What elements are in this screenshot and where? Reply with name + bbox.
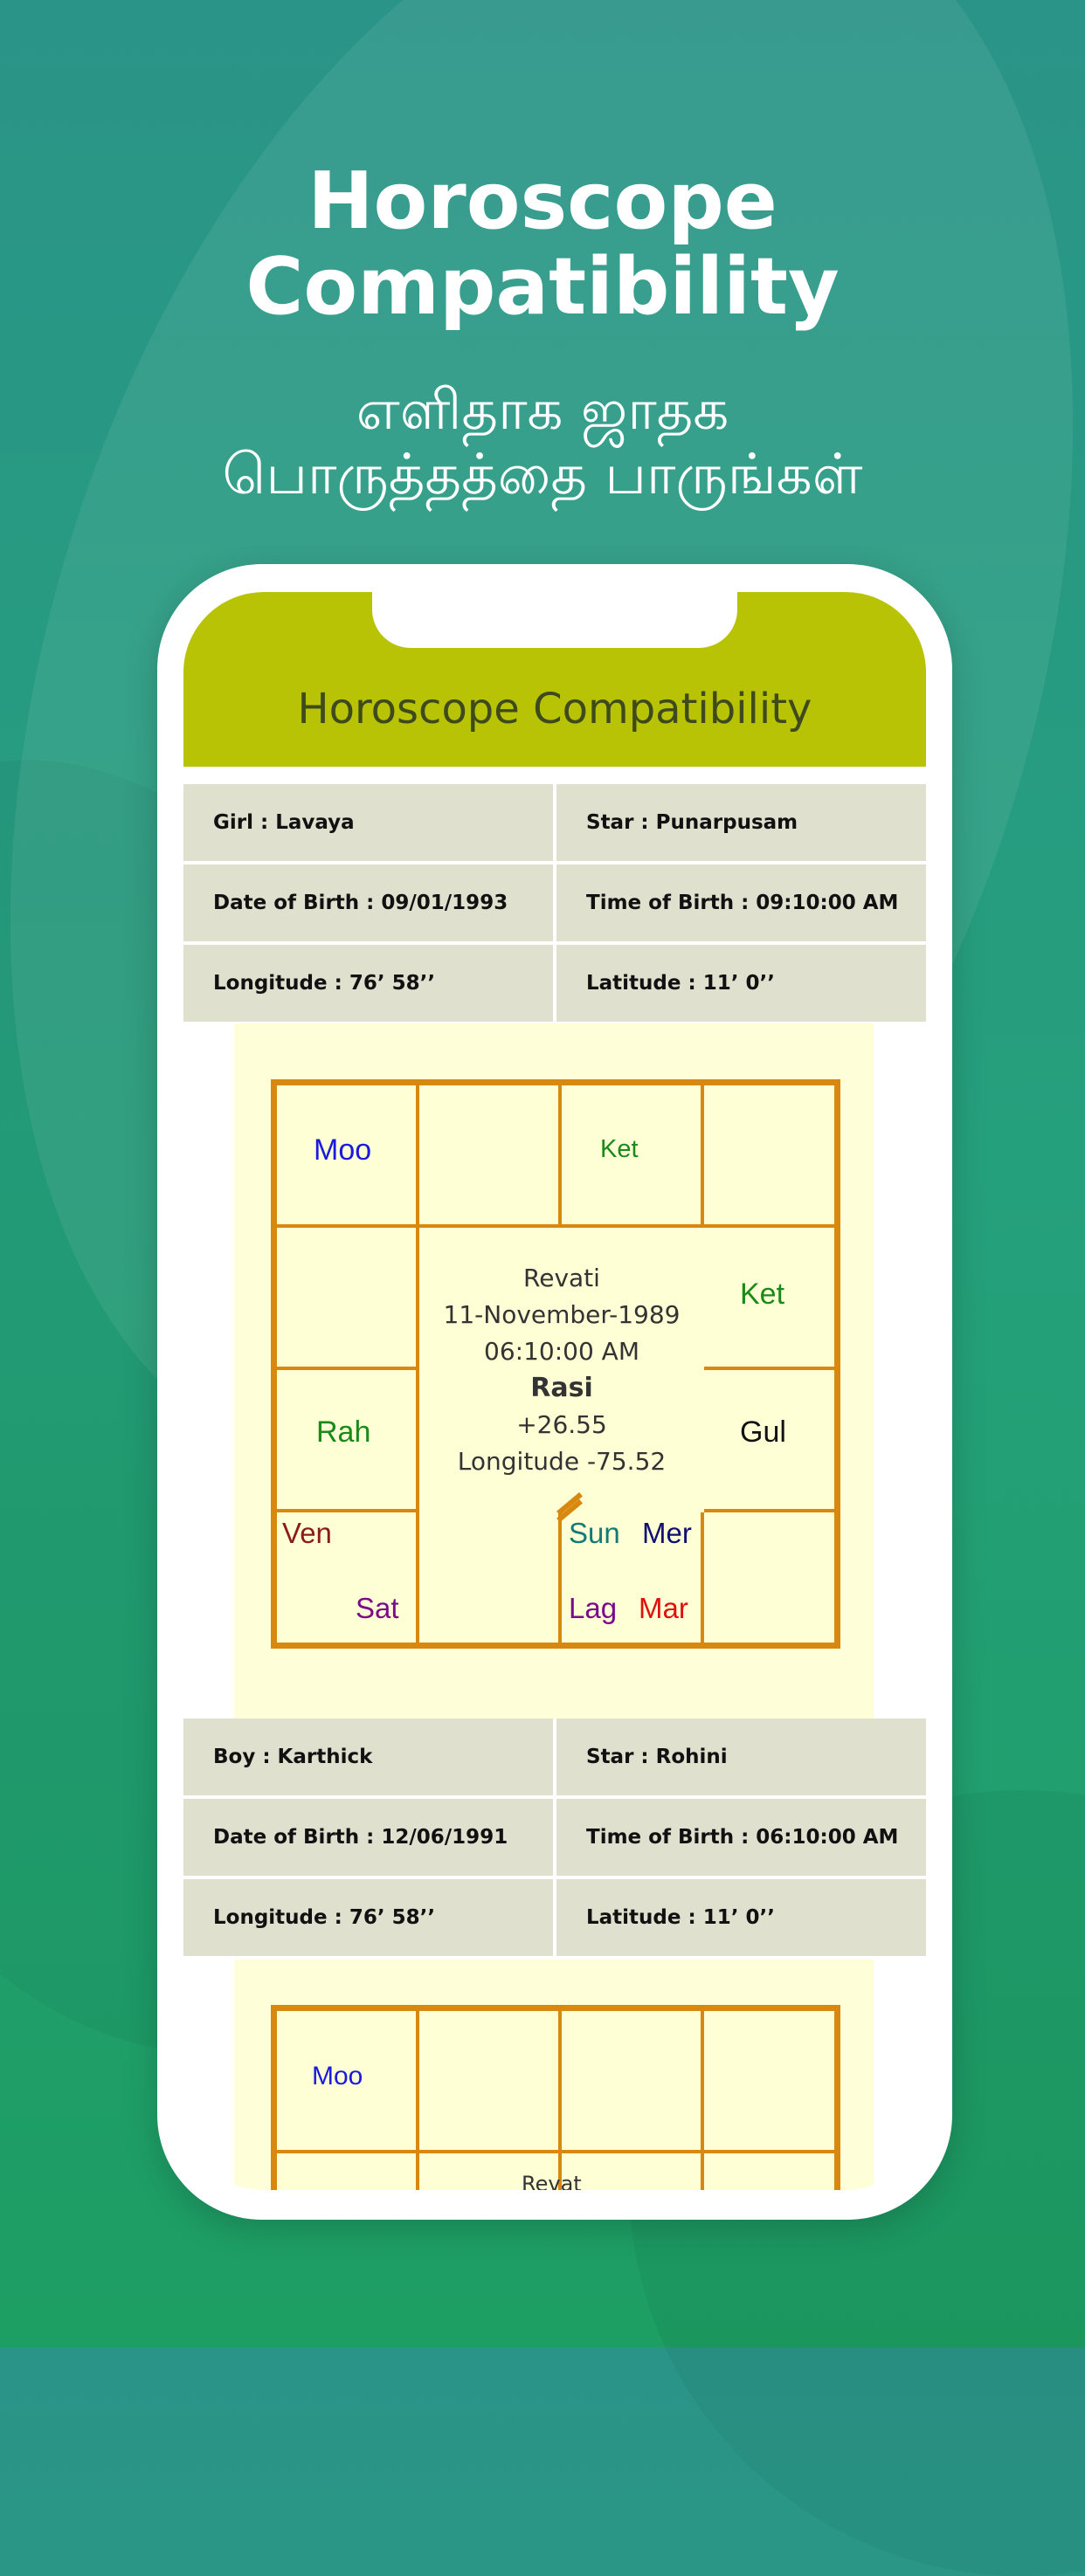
- promo-title-line2: Compatibility: [245, 241, 840, 333]
- girl-name: Girl : Lavaya: [183, 784, 553, 861]
- boy-dob: Date of Birth : 12/06/1991: [183, 1799, 553, 1876]
- app-screen: [183, 592, 926, 2190]
- planet-mar: Mar: [639, 1592, 688, 1624]
- planet-sat: Sat: [356, 1592, 399, 1624]
- planet-moo: Moo: [312, 2062, 363, 2090]
- center-time: 06:10:00 AM: [484, 1337, 639, 1366]
- planet-moo: Moo: [314, 1133, 372, 1167]
- girl-tob: Time of Birth : 09:10:00 AM: [556, 864, 926, 941]
- planet-mer: Mer: [642, 1517, 692, 1549]
- girl-star: Star : Punarpusam: [556, 784, 926, 861]
- girl-dob: Date of Birth : 09/01/1993: [183, 864, 553, 941]
- table-row: [183, 864, 926, 941]
- table-row: [183, 945, 926, 1022]
- table-row: [183, 1879, 926, 1956]
- promo-tamil-line2: பொருத்தத்தை பாருங்கள்: [222, 443, 863, 507]
- boy-longitude: Longitude : 76’ 58’’: [183, 1879, 553, 1956]
- table-row: [183, 1799, 926, 1876]
- boy-latitude: Latitude : 11’ 0’’: [556, 1879, 926, 1956]
- girl-longitude: Longitude : 76’ 58’’: [183, 945, 553, 1022]
- center-star-partial: Revat: [522, 2172, 582, 2190]
- girl-info-table: [183, 784, 926, 1025]
- planet-ven: Ven: [282, 1517, 332, 1549]
- planet-gul: Gul: [740, 1415, 786, 1449]
- planet-sun: Sun: [569, 1517, 620, 1549]
- center-star: Revati: [523, 1264, 600, 1292]
- boy-info-table: [183, 1718, 926, 1960]
- boy-tob: Time of Birth : 06:10:00 AM: [556, 1799, 926, 1876]
- boy-rasi-chart: [271, 2005, 840, 2190]
- app-header: [183, 592, 926, 767]
- chart-center-info: [419, 1228, 704, 1512]
- center-rasi: Rasi: [530, 1373, 593, 1403]
- phone-frame: [157, 564, 952, 2220]
- table-row: [183, 784, 926, 861]
- center-longitude: Longitude -75.52: [457, 1447, 667, 1476]
- girl-latitude: Latitude : 11’ 0’’: [556, 945, 926, 1022]
- planet-rah: Rah: [316, 1415, 371, 1449]
- promo-title-line1: Horoscope: [308, 155, 777, 247]
- boy-name: Boy : Karthick: [183, 1718, 553, 1795]
- phone-notch: [372, 592, 737, 648]
- planet-lag: Lag: [569, 1592, 618, 1624]
- table-row: [183, 1718, 926, 1795]
- app-title: Horoscope Compatibility: [297, 685, 812, 734]
- planet-ket: Ket: [600, 1135, 639, 1163]
- center-value: +26.55: [516, 1410, 607, 1439]
- girl-rasi-chart: [271, 1079, 840, 1649]
- boy-star: Star : Rohini: [556, 1718, 926, 1795]
- center-date: 11-November-1989: [443, 1300, 681, 1329]
- promo-tamil-line1: எளிதாக ஜாதக: [356, 378, 729, 443]
- planet-ket: Ket: [740, 1278, 785, 1311]
